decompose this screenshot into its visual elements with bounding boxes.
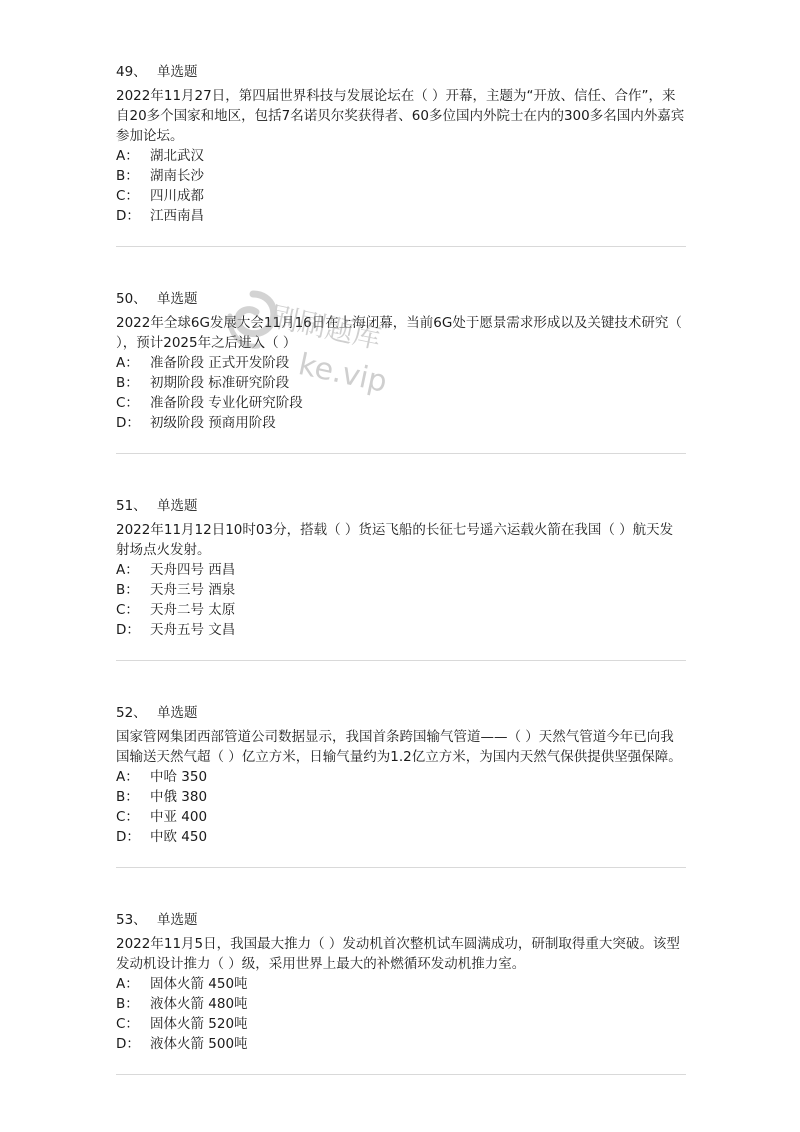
divider — [116, 867, 686, 868]
option-b: B： 中俄 380 — [116, 789, 208, 805]
question-header — [116, 62, 686, 82]
question-number: 52、 — [116, 705, 147, 721]
question-header — [116, 496, 686, 516]
option-b: B： 湖南长沙 — [116, 168, 204, 184]
question-52 — [116, 703, 686, 847]
watermark-text: 刷刷题库 — [267, 299, 384, 356]
question-stem: 2022年11月12日10时03分，搭载（ ）货运飞船的长征七号遥六运载火箭在我国（ ）航天发射场点火发射。 — [116, 522, 674, 558]
question-type: 单选题 — [156, 291, 198, 307]
option-d: D： 中欧 450 — [116, 829, 208, 845]
question-stem: 2022年全球6G发展大会11月16日在上海闭幕，当前6G处于愿景需求形成以及关键技术研究（ ），预计2025年之后进入（ ） — [116, 315, 682, 351]
option-a: A： 湖北武汉 — [116, 148, 204, 164]
question-49 — [116, 62, 686, 226]
question-50 — [116, 289, 686, 433]
question-type: 单选题 — [156, 912, 198, 928]
question-type: 单选题 — [156, 498, 198, 514]
question-stem: 国家管网集团西部管道公司数据显示，我国首条跨国输气管道——（ ）天然气管道今年已向我国输送天然气超（ ）亿立方米，日输气量约为1.2亿立方米，为国内天然气保供提供坚强保障。 — [116, 729, 682, 765]
option-b: B： 天舟三号 酒泉 — [116, 582, 236, 598]
option-b: B： 液体火箭 480吨 — [116, 996, 248, 1012]
question-stem: 2022年11月27日，第四届世界科技与发展论坛在（ ）开幕，主题为“开放、信任、合作”，来自20多个国家和地区，包括7名诺贝尔奖获得者、60多位国内外院士在内的300多名国内外嘉宾参加论坛。 — [116, 88, 685, 144]
option-d: D： 液体火箭 500吨 — [116, 1036, 248, 1052]
option-a: A： 天舟四号 西昌 — [116, 562, 236, 578]
option-c: C： 天舟二号 太原 — [116, 602, 236, 618]
option-d: D： 初级阶段 预商用阶段 — [116, 415, 276, 431]
question-header — [116, 703, 686, 723]
question-header — [116, 289, 686, 309]
question-number: 50、 — [116, 291, 147, 307]
option-d: D： 江西南昌 — [116, 208, 204, 224]
option-c: C： 准备阶段 专业化研究阶段 — [116, 395, 303, 411]
option-c: C： 中亚 400 — [116, 809, 208, 825]
divider — [116, 246, 686, 247]
question-header — [116, 910, 686, 930]
question-stem: 2022年11月5日，我国最大推力（ ）发动机首次整机试车圆满成功，研制取得重大突破。该型发动机设计推力（ ）级，采用世界上最大的补燃循环发动机推力室。 — [116, 936, 680, 972]
question-51 — [116, 496, 686, 640]
option-b: B： 初期阶段 标准研究阶段 — [116, 375, 290, 391]
option-a: A： 中哈 350 — [116, 769, 208, 785]
question-number: 51、 — [116, 498, 147, 514]
question-list — [116, 62, 686, 1117]
question-number: 53、 — [116, 912, 147, 928]
divider — [116, 1074, 686, 1075]
option-d: D： 天舟五号 文昌 — [116, 622, 236, 638]
watermark-url: ke.vip — [295, 347, 391, 400]
option-a: A： 准备阶段 正式开发阶段 — [116, 355, 290, 371]
question-53 — [116, 910, 686, 1054]
question-type: 单选题 — [156, 705, 198, 721]
divider — [116, 660, 686, 661]
option-c: C： 固体火箭 520吨 — [116, 1016, 248, 1032]
option-c: C： 四川成都 — [116, 188, 204, 204]
option-a: A： 固体火箭 450吨 — [116, 976, 248, 992]
question-type: 单选题 — [156, 64, 198, 80]
question-number: 49、 — [116, 64, 147, 80]
divider — [116, 453, 686, 454]
